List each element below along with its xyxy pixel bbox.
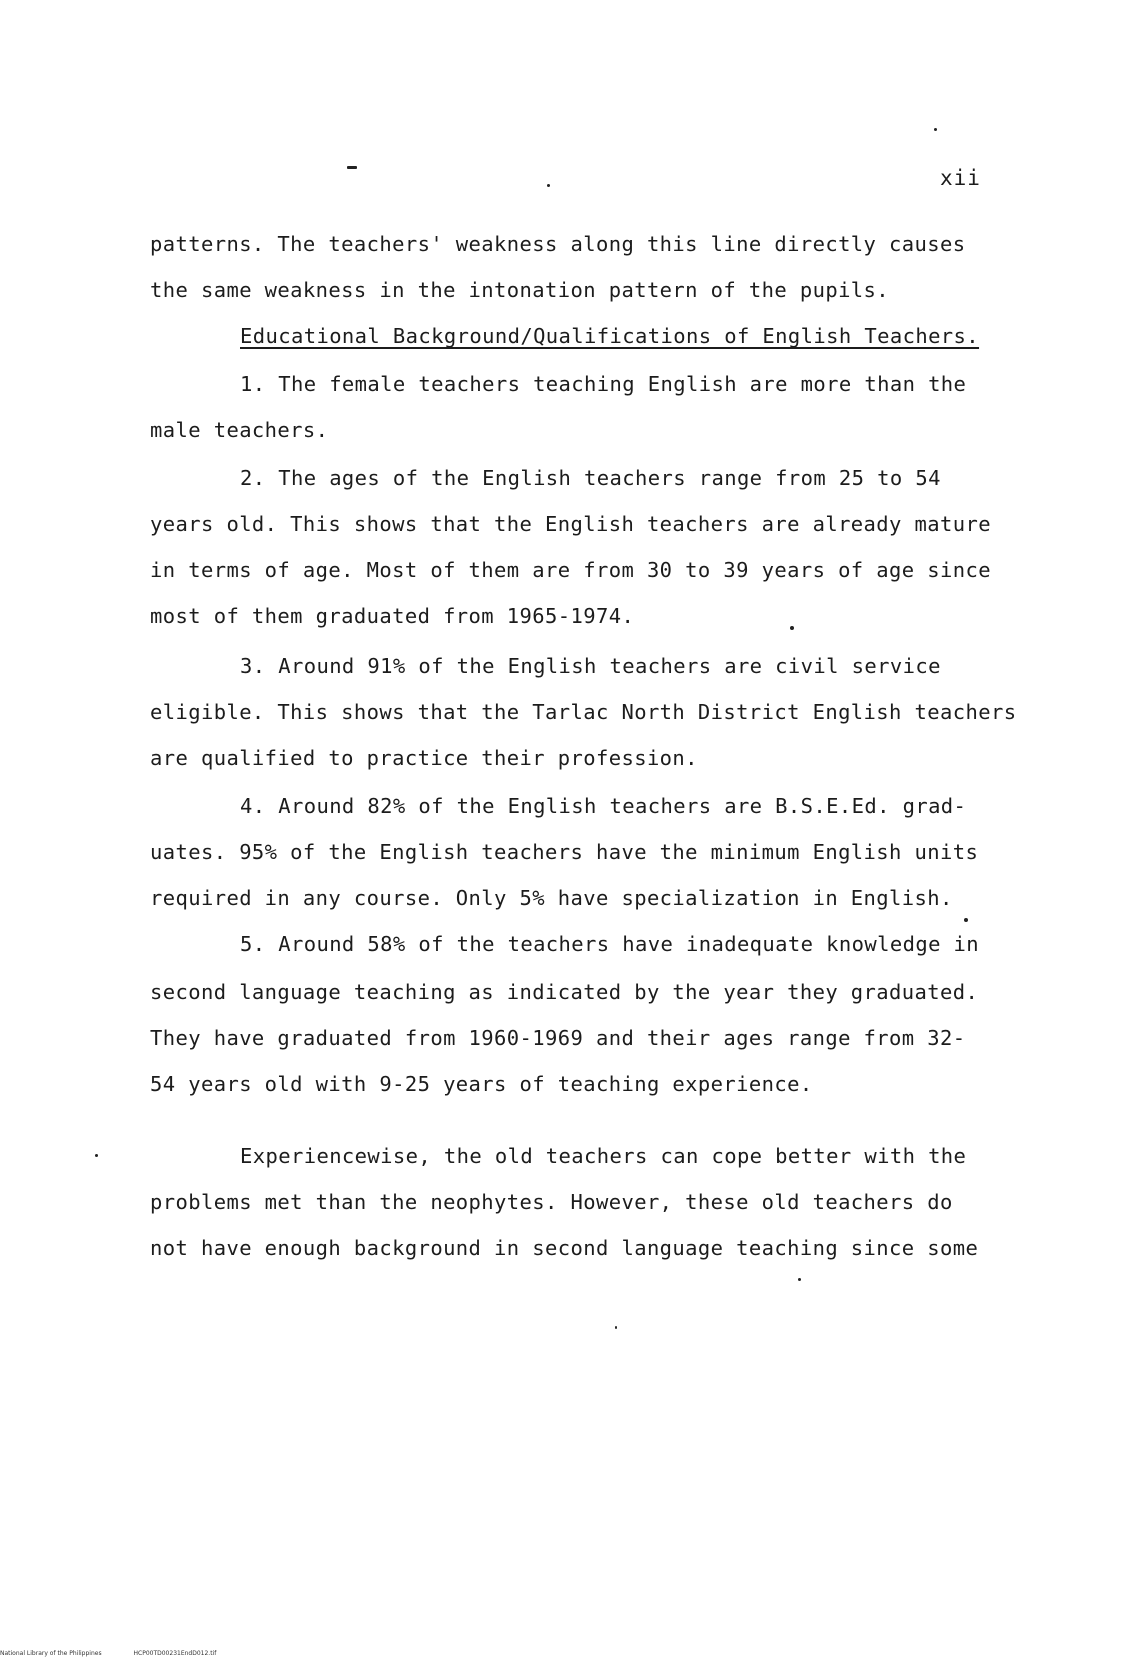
text-line: are qualified to practice their profession. — [150, 746, 698, 770]
footer-file: HCP00TD00231EndD012.tif — [133, 1650, 217, 1657]
scan-mark — [347, 166, 357, 169]
text-line: patterns. The teachers' weakness along this line directly causes — [150, 232, 966, 256]
text-line: second language teaching as indicated by the year they graduated. — [150, 980, 979, 1004]
text-line: most of them graduated from 1965-1974. — [150, 604, 635, 628]
scan-speck — [798, 1278, 801, 1281]
page-number: xii — [940, 166, 981, 190]
text-line: uates. 95% of the English teachers have the minimum English units — [150, 840, 979, 864]
text-line: problems met than the neophytes. However, these old teachers do — [150, 1190, 953, 1214]
scan-speck — [95, 1154, 98, 1157]
text-line: 1. The female teachers teaching English are more than the — [240, 372, 967, 396]
scan-speck — [964, 918, 968, 922]
scan-speck — [547, 184, 550, 187]
text-line: 3. Around 91% of the English teachers are civil service — [240, 654, 941, 678]
text-line: in terms of age. Most of them are from 30 to 39 years of age since — [150, 558, 991, 582]
text-line: not have enough background in second language teaching since some — [150, 1236, 979, 1260]
text-line: 2. The ages of the English teachers range from 25 to 54 — [240, 466, 941, 490]
text-line: 4. Around 82% of the English teachers are B.S.E.Ed. grad- — [240, 794, 967, 818]
text-line: required in any course. Only 5% have specialization in English. — [150, 886, 953, 910]
text-line: years old. This shows that the English teachers are already mature — [150, 512, 991, 536]
text-line: 54 years old with 9-25 years of teaching experience. — [150, 1072, 813, 1096]
footer-source: National Library of the Philippines — [0, 1650, 102, 1657]
scan-footer — [0, 1650, 246, 1657]
scan-speck — [615, 1326, 617, 1329]
section-heading: Educational Background/Qualifications of English Teachers. — [240, 324, 980, 348]
scan-speck — [790, 626, 794, 630]
text-line: male teachers. — [150, 418, 329, 442]
scan-speck — [934, 128, 937, 131]
text-line: Experiencewise, the old teachers can cope better with the — [240, 1144, 967, 1168]
text-line: 5. Around 58% of the teachers have inadequate knowledge in — [240, 932, 980, 956]
text-line: They have graduated from 1960-1969 and their ages range from 32- — [150, 1026, 966, 1050]
text-line: eligible. This shows that the Tarlac North District English teachers — [150, 700, 1017, 724]
text-line: the same weakness in the intonation pattern of the pupils. — [150, 278, 890, 302]
